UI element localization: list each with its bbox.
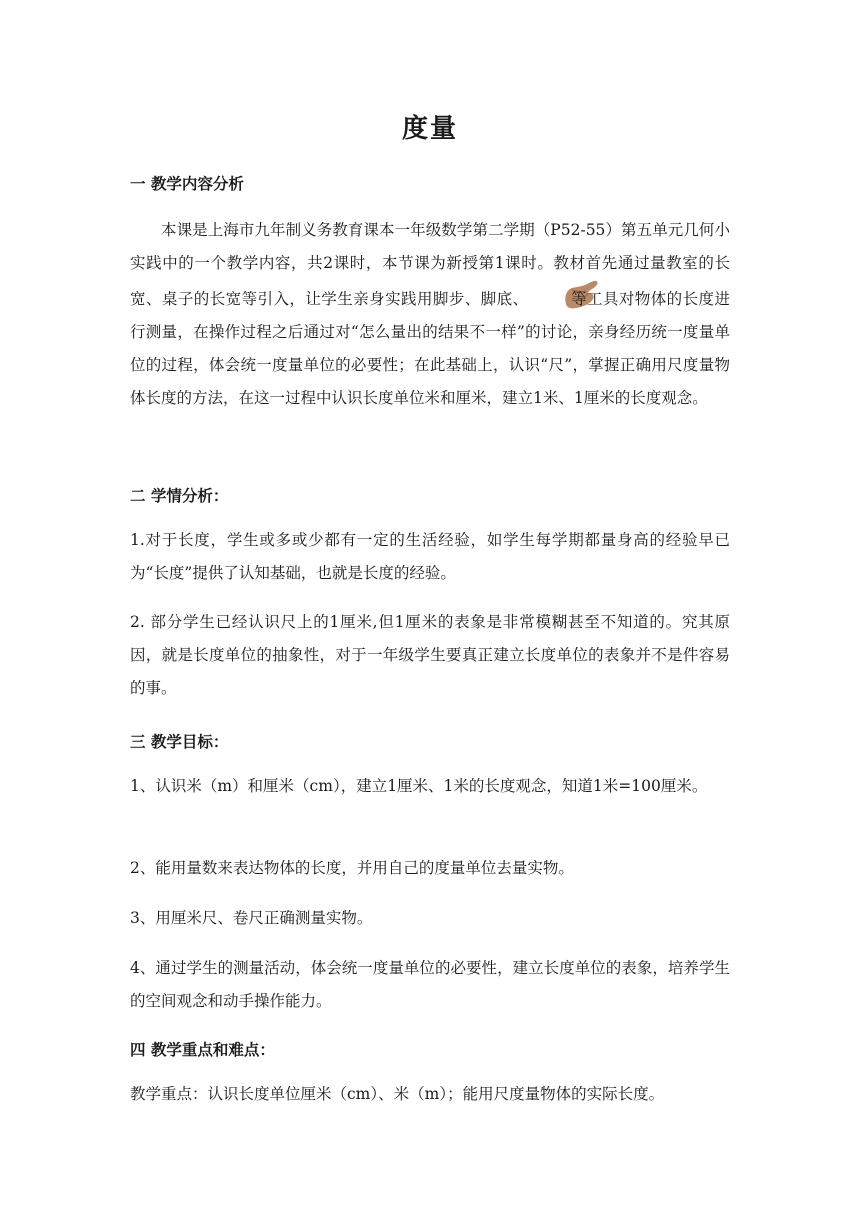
section-heading-student-analysis: 二 学情分析： (130, 487, 229, 505)
teaching-goal-item: 2、能用量数来表达物体的长度，并用自己的度量单位去量实物。 (130, 859, 574, 877)
student-analysis-item: 2. 部分学生已经认识尺上的1厘米,但1厘米的表象是非常模糊甚至不知道的。究其原因，就是长度单位的抽象性，对于一年级学生要真正建立长度单位的表象并不是件容易的事。 (130, 613, 730, 697)
page-title: 度量 (401, 114, 458, 144)
key-point-item: 教学重点：认识长度单位厘米（cm）、米（m）；能用尺度量物体的实际长度。 (130, 1085, 665, 1103)
content-analysis-text-after: 等工具对物体的长度进行测量，在操作过程之后通过对“怎么量出的结果不一样”的讨论，亲身经历统一度量单位的过程，体会统一度量单位的必要性；在此基础上，认识“尺”，掌握正确用尺度量物体长度的方法，在这一过程中认识长度单位米和厘米，建立1米、1厘米的长度观念。 (130, 290, 730, 407)
section-heading-teaching-goals: 三 教学目标： (130, 733, 229, 751)
teaching-goal-item: 4、通过学生的测量活动，体会统一度量单位的必要性，建立长度单位的表象，培养学生的空间观念和动手操作能力。 (130, 959, 730, 1010)
content-analysis-paragraph (130, 214, 730, 415)
section-heading-key-points: 四 教学重点和难点： (130, 1041, 275, 1059)
section-heading-content-analysis: 一 教学内容分析 (130, 175, 244, 193)
content-analysis-text-before: 本课是上海市九年制义务教育课本一年级数学第二学期（P52-55）第五单元几何小实践中的一个教学内容，共2课时，本节课为新授第1课时。教材首先通过量教室的长宽、桌子的长宽等引入，让学生亲身实践用脚步、脚底、 (130, 221, 730, 308)
hand-span-icon (531, 280, 569, 310)
student-analysis-item: 1.对于长度，学生或多或少都有一定的生活经验，如学生每学期都量身高的经验早已为“长度”提供了认知基础，也就是长度的经验。 (130, 531, 730, 582)
teaching-goal-item: 3、用厘米尺、卷尺正确测量实物。 (130, 909, 373, 927)
teaching-goal-item: 1、认识米（m）和厘米（cm），建立1厘米、1米的长度观念，知道1米=100厘米。 (130, 777, 708, 795)
